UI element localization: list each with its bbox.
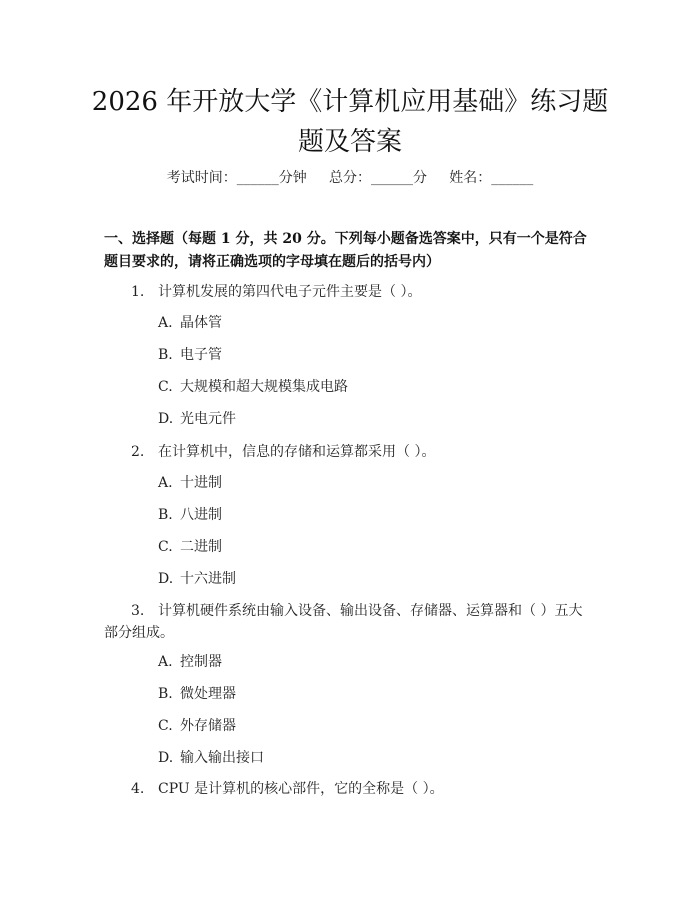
- question-4: [104, 778, 596, 800]
- option-letter: B.: [158, 507, 173, 523]
- option-a: [158, 473, 578, 493]
- document-title: 2026 年开放大学《计算机应用基础》练习题题及答案: [91, 87, 609, 157]
- option-d: [158, 409, 578, 429]
- question-text: CPU 是计算机的核心部件，它的全称是（ ）。: [158, 781, 444, 797]
- option-letter: D.: [158, 571, 174, 587]
- question-number: 4.: [131, 781, 145, 797]
- option-text: 电子管: [180, 347, 222, 363]
- option-b: [158, 505, 578, 525]
- question-number: 2.: [131, 444, 145, 460]
- question-text: 在计算机中，信息的存储和运算都采用（ ）。: [158, 444, 436, 460]
- option-letter: B.: [158, 686, 173, 702]
- option-text: 十六进制: [180, 571, 236, 587]
- option-a: [158, 652, 578, 672]
- section-heading: 一、选择题（每题 1 分，共 20 分。下列每小题备选答案中，只有一个是符合题目要求的，请将正确选项的字母填在题后的括号内）: [104, 231, 587, 270]
- option-c: [158, 716, 578, 736]
- question-1: [104, 281, 596, 303]
- option-b: [158, 684, 578, 704]
- option-text: 八进制: [180, 507, 222, 523]
- question-2: [104, 441, 596, 463]
- option-letter: A.: [158, 315, 173, 331]
- option-text: 晶体管: [180, 315, 222, 331]
- option-letter: C.: [158, 379, 173, 395]
- exam-info-line: 考试时间：______分钟 总分：______分 姓名：______: [166, 170, 534, 186]
- question-text: 计算机发展的第四代电子元件主要是（ ）。: [158, 284, 422, 300]
- option-text: 外存储器: [180, 718, 236, 734]
- option-a: [158, 313, 578, 333]
- option-d: [158, 569, 578, 589]
- option-letter: D.: [158, 750, 174, 766]
- question-3: [104, 600, 596, 644]
- option-b: [158, 345, 578, 365]
- option-letter: D.: [158, 411, 174, 427]
- option-text: 十进制: [180, 475, 222, 491]
- option-c: [158, 377, 578, 397]
- option-letter: B.: [158, 347, 173, 363]
- question-number: 3.: [131, 603, 145, 619]
- option-text: 输入输出接口: [180, 750, 264, 766]
- option-letter: A.: [158, 475, 173, 491]
- option-text: 微处理器: [180, 686, 236, 702]
- option-d: [158, 748, 578, 768]
- option-letter: C.: [158, 539, 173, 555]
- option-text: 控制器: [180, 654, 222, 670]
- option-letter: A.: [158, 654, 173, 670]
- option-text: 光电元件: [180, 411, 236, 427]
- option-text: 大规模和超大规模集成电路: [180, 379, 348, 395]
- question-number: 1.: [131, 284, 145, 300]
- option-letter: C.: [158, 718, 173, 734]
- option-text: 二进制: [180, 539, 222, 555]
- question-text: 计算机硬件系统由输入设备、输出设备、存储器、运算器和（ ）五大部分组成。: [104, 603, 583, 641]
- option-c: [158, 537, 578, 557]
